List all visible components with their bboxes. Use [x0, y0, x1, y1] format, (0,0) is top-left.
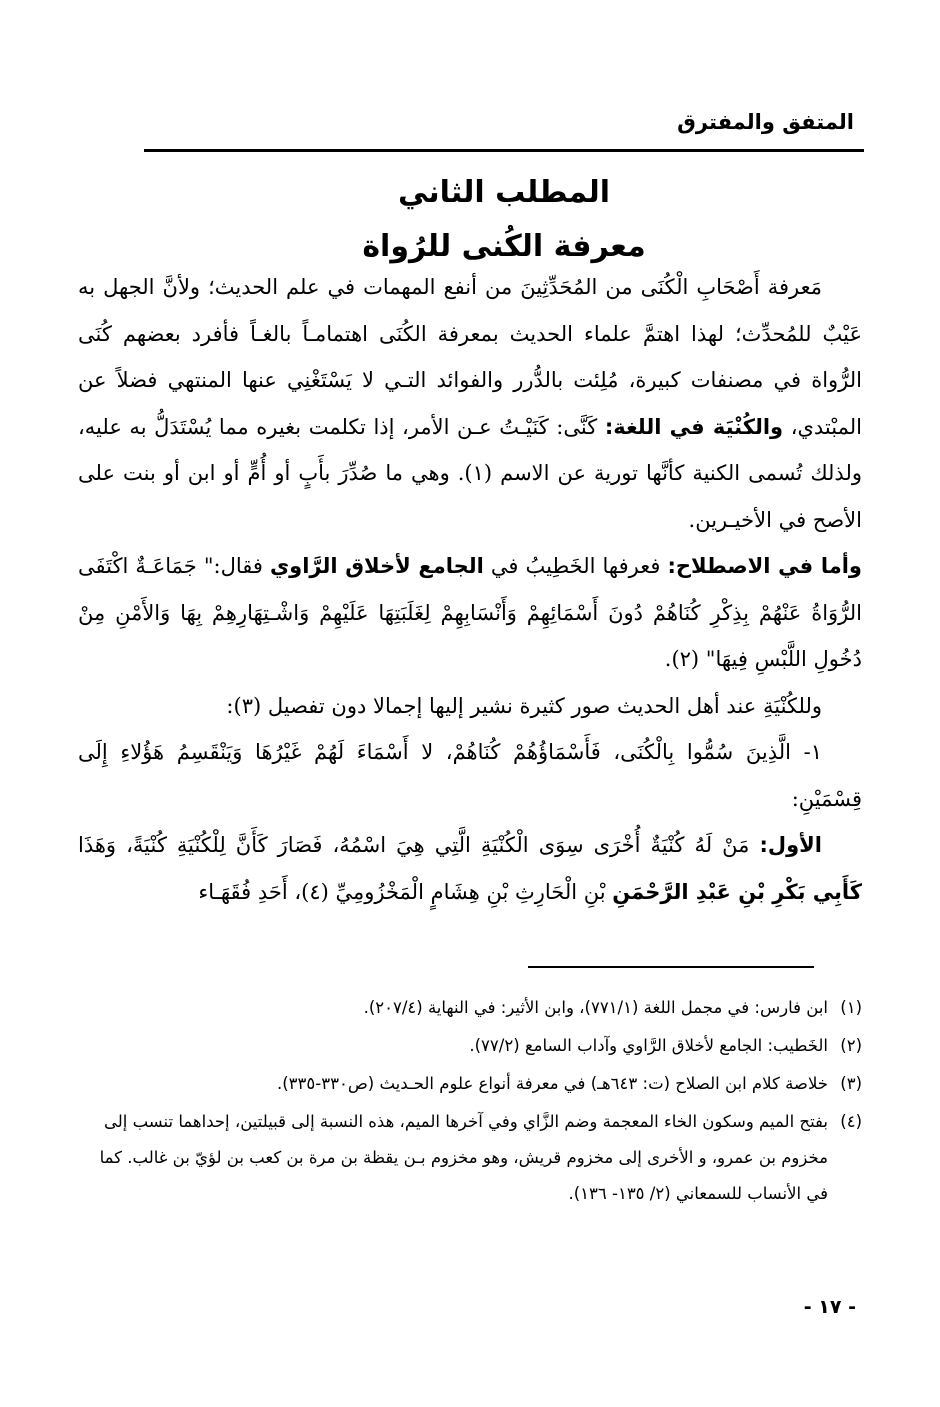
- footnote: [78, 1104, 862, 1212]
- footnotes: [78, 990, 862, 1214]
- paragraph-1: [78, 264, 862, 543]
- footnote: [78, 1028, 862, 1064]
- section-titles: [144, 166, 864, 274]
- section-subheading: معرفة الكُنى للرُواة: [362, 229, 646, 264]
- paragraph-4: ١- الَّذِينَ سُمُّوا بِالْكُنَى، فَأَسْمَاؤُهُمْ كُنَاهُمْ، لا أَسْمَاءَ لَهُمْ غَيْرُهَا وَيَنْقَسِمُ هَؤُلاءِ إِلَى قِسْمَيْنِ:: [78, 740, 862, 811]
- paragraph-1-rest: كَنَّى: كَنَيْـتُ عـن الأمر، إذا تكلمت بغيره مما يُسْتَدَلُّ به عليه، ولذلك تُسمى الكنية كأنَّها تورية عن الاسم (١). وهي ما صُدِّرَ بأَبٍ أو أُمٍّ أو ابن أو بنت على الأصح في الأخيـرين.: [78, 414, 862, 532]
- page-number: - ١٧ -: [803, 1296, 856, 1318]
- paragraph-2-mid: فعرفها الخَطِيبُ في: [490, 554, 661, 578]
- footnote: [78, 990, 862, 1026]
- narrator-name: كَأَبِي بَكْرِ بْنِ عَبْدِ الرَّحْمَنِ: [612, 879, 862, 904]
- footnote-number: (٢): [840, 1036, 862, 1055]
- header-divider: [144, 149, 864, 152]
- running-header: المتفق والمفترق: [677, 110, 854, 134]
- footnote-number: (٣): [840, 1074, 862, 1093]
- book-title: الجامع لأخلاق الرَّاوي: [269, 554, 484, 578]
- paragraph-1-text: مَعرفة أَصْحَابِ الْكُنَى من المُحَدِّثِينَ من أنفع المهمات في علم الحديث؛ ولأنَّ الجهل به عَيْبٌ للمُحدِّث؛ لهذا اهتمَّ علماء الحديث بمعرفة الكُنَى اهتمامـاً بالغـاً فأفرد بعضهم كُنَى الرُّواة في مصنفات كبيرة، مُلِئت بالدُّرر والفوائد التـي لا يَسْتَغْنِي عنها المنتهي فضلاً عن المبْتدي،: [78, 275, 862, 439]
- paragraph-2: [78, 543, 862, 683]
- footnote-text: الخَطيب: الجامع لأخلاق الرَّاوي وآداب السامع (٧٧/٢).: [469, 1036, 828, 1055]
- paragraph-5-text: مَنْ لَهُ كُنْيَةٌ أُخْرَى سِوَى الْكُنْيَةِ الَّتِي هِيَ اسْمُهُ، فَصَارَ كَأَنَّ لِلْكُنْيَةِ كُنْيَةً، وَهَذَا: [78, 833, 750, 857]
- term-kunya-language: والكُنْيَة في اللغة:: [604, 414, 784, 439]
- paragraph-5: [78, 822, 862, 915]
- section-heading: المطلب الثاني: [397, 175, 610, 210]
- footnote: [78, 1066, 862, 1102]
- footnote-divider: [528, 966, 814, 968]
- first-category-label: الأول:: [759, 833, 822, 857]
- footnote-text: خلاصة كلام ابن الصلاح (ت: ٦٤٣هـ) في معرفة أنواع علوم الحـديث (ص٣٣٠-٣٣٥).: [276, 1074, 828, 1093]
- paragraph-5-rest: بْنِ الْحَارِثِ بْنِ هِشَامٍ الْمَخْزُومِيِّ (٤)، أَحَدِ فُقَهَـاء: [198, 879, 606, 904]
- term-kunya-terminology: وأما في الاصطلاح:: [667, 554, 862, 578]
- footnote-number: (٤): [840, 1112, 862, 1131]
- paragraph-2-rest: فقال:" جَمَاعَـةٌ اكْتَفَى الرُّوَاةُ عَنْهُمْ بِذِكْرِ كُنَاهُمْ دُونَ أَسْمَائِهِمْ وَأَنْسَابِهِمْ لِغَلَبَتِهَا عَلَيْهِمْ وَاشْـتِهَارِهِمْ بِهَا وَالأَمْنِ مِنْ دُخُولِ اللَّبْسِ فِيهَا" (٢).: [78, 554, 862, 671]
- footnote-text: ابن فارس: في مجمل اللغة (٧٧١/١)، وابن الأثير: في النهاية (٢٠٧/٤).: [363, 998, 828, 1017]
- paragraph-3: وللكُنْيَةِ عند أهل الحديث صور كثيرة نشير إليها إجمالا دون تفصيل (٣):: [226, 693, 822, 718]
- footnote-number: (١): [840, 998, 862, 1017]
- footnote-text: بفتح الميم وسكون الخاء المعجمة وضم الزَّاي وفي آخرها الميم، هذه النسبة إلى قبيلتين، إحداهما تنسب إلى مخزوم بن عمرو، و الأخرى إلى مخزوم قريش، وهو مخزوم بـن يقظة بن مرة بن كعب بن لؤيّ بن غالب. كما في الأنساب للسمعاني (٢/ ١٣٥- ١٣٦).: [99, 1112, 828, 1203]
- main-text: [78, 264, 862, 915]
